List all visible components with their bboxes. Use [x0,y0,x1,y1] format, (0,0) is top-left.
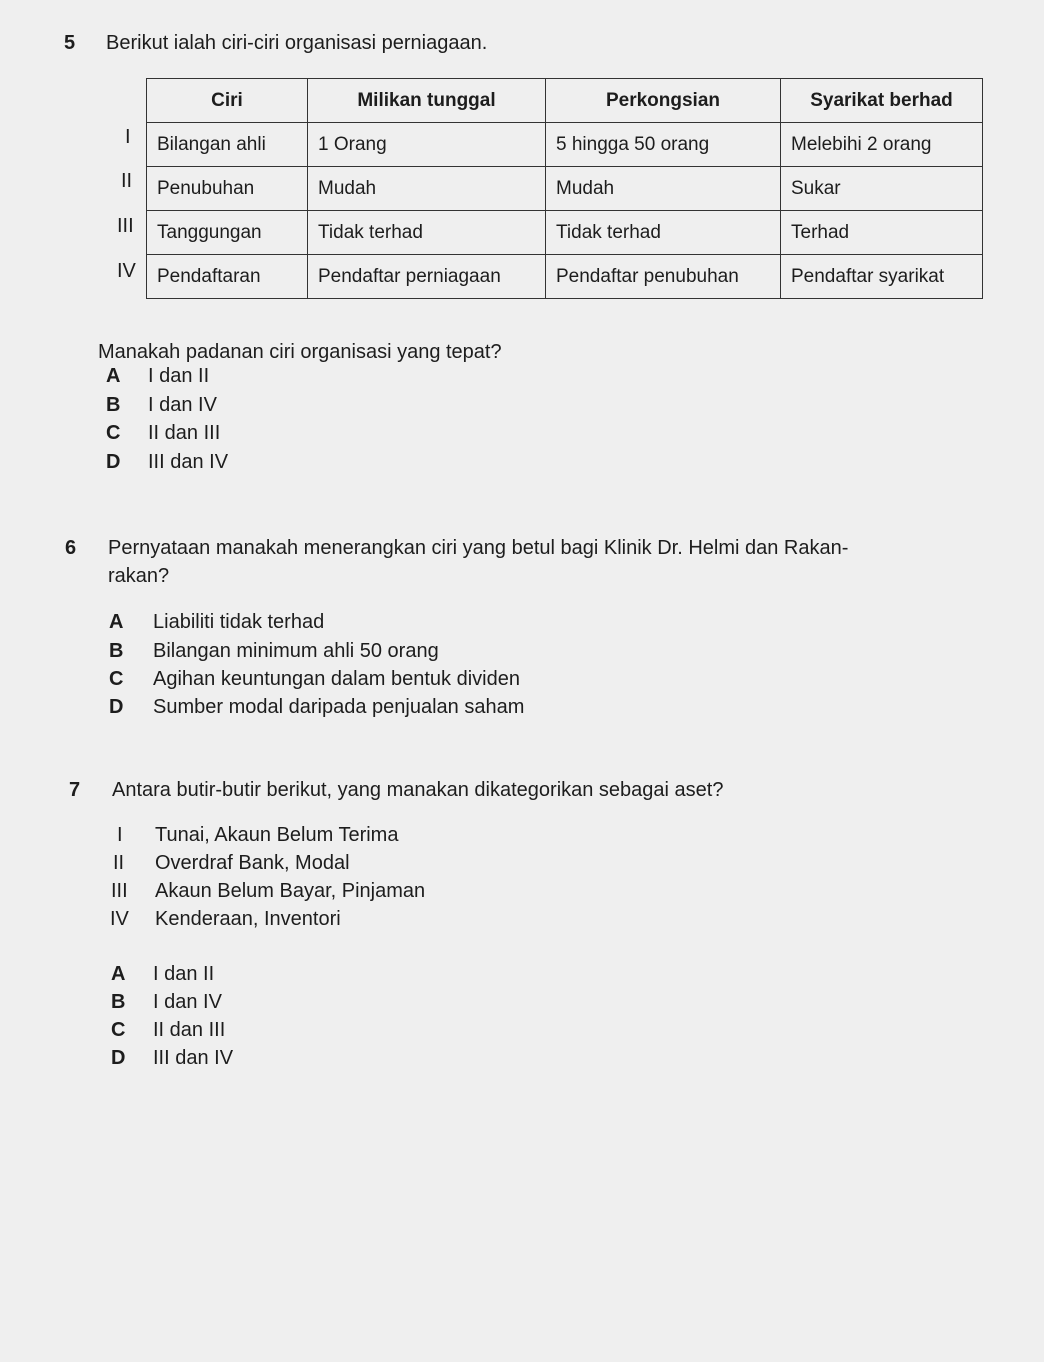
table-row-roman: I [125,126,131,148]
option-text: I dan II [148,365,210,387]
item-roman: II [113,852,125,874]
option-d[interactable] [106,451,228,474]
option-text: Agihan keuntungan dalam bentuk dividen [153,668,520,690]
question-5-stem: Berikut ialah ciri-ciri organisasi perniagaan. [106,32,488,54]
table-row [147,255,983,299]
option-text: I dan IV [148,394,217,416]
option-text: III dan IV [148,451,229,473]
table-row [147,167,983,211]
table-row [147,123,983,167]
option-a[interactable] [109,611,324,634]
option-text: I dan IV [153,991,222,1013]
option-a[interactable] [111,963,214,986]
table-cell: Penubuhan [147,167,308,211]
option-text: Liabiliti tidak terhad [153,611,325,633]
option-text: Sumber modal daripada penjualan saham [153,696,525,718]
option-letter: A [111,963,126,985]
option-letter: C [109,668,124,690]
option-text: I dan II [153,963,215,985]
option-b[interactable] [111,991,222,1014]
table-row-roman: III [117,215,134,237]
table-cell: Tanggungan [147,211,308,255]
option-text: II dan III [148,422,221,444]
option-letter: A [106,365,121,387]
question-6-stem-line2: rakan? [108,565,170,587]
option-letter: B [106,394,121,416]
option-letter: D [109,696,124,718]
table-header: Milikan tunggal [308,79,546,123]
option-text: Bilangan minimum ahli 50 orang [153,640,439,662]
table-header: Syarikat berhad [781,79,983,123]
option-letter: D [106,451,121,473]
table-cell: Bilangan ahli [147,123,308,167]
question-5-prompt: Manakah padanan ciri organisasi yang tepat? [98,341,502,363]
option-c[interactable] [106,422,220,445]
item-text: Tunai, Akaun Belum Terima [155,824,399,846]
table-header: Perkongsian [546,79,781,123]
item-roman: I [117,824,123,846]
item-text: Akaun Belum Bayar, Pinjaman [155,880,426,902]
table-cell: Mudah [546,167,781,211]
option-b[interactable] [109,640,439,663]
organisation-features-table [146,78,983,299]
table-row-roman: II [121,170,133,192]
option-letter: B [109,640,124,662]
option-text: III dan IV [153,1047,234,1069]
item-text: Kenderaan, Inventori [155,908,341,930]
table-cell: 1 Orang [308,123,546,167]
option-letter: B [111,991,126,1013]
option-d[interactable] [109,696,524,719]
table-cell: Pendaftar penubuhan [546,255,781,299]
table-cell: Sukar [781,167,983,211]
item-roman: IV [110,908,129,930]
table-cell: Melebihi 2 orang [781,123,983,167]
table-row-roman: IV [117,260,136,282]
table-cell: Mudah [308,167,546,211]
option-text: II dan III [153,1019,226,1041]
question-6-number: 6 [65,537,77,559]
option-b[interactable] [106,394,217,417]
table-header: Ciri [147,79,308,123]
table-header-row [147,79,983,123]
item-roman: III [111,880,128,902]
table-cell: Tidak terhad [308,211,546,255]
question-7-number: 7 [69,779,81,801]
table-cell: Pendaftar syarikat [781,255,983,299]
option-c[interactable] [109,668,520,691]
table-cell: Tidak terhad [546,211,781,255]
option-c[interactable] [111,1019,225,1042]
option-letter: A [109,611,124,633]
option-a[interactable] [106,365,209,388]
item-text: Overdraf Bank, Modal [155,852,350,874]
question-6-stem-line1: Pernyataan manakah menerangkan ciri yang betul bagi Klinik Dr. Helmi dan Rakan- [108,537,849,559]
table-row [147,211,983,255]
table-cell: Terhad [781,211,983,255]
option-letter: C [111,1019,126,1041]
table-cell: Pendaftar perniagaan [308,255,546,299]
option-d[interactable] [111,1047,233,1070]
question-7-stem: Antara butir-butir berikut, yang manakan dikategorikan sebagai aset? [112,779,724,801]
option-letter: D [111,1047,126,1069]
option-letter: C [106,422,121,444]
table-cell: 5 hingga 50 orang [546,123,781,167]
table-cell: Pendaftaran [147,255,308,299]
question-5-number: 5 [64,32,76,54]
